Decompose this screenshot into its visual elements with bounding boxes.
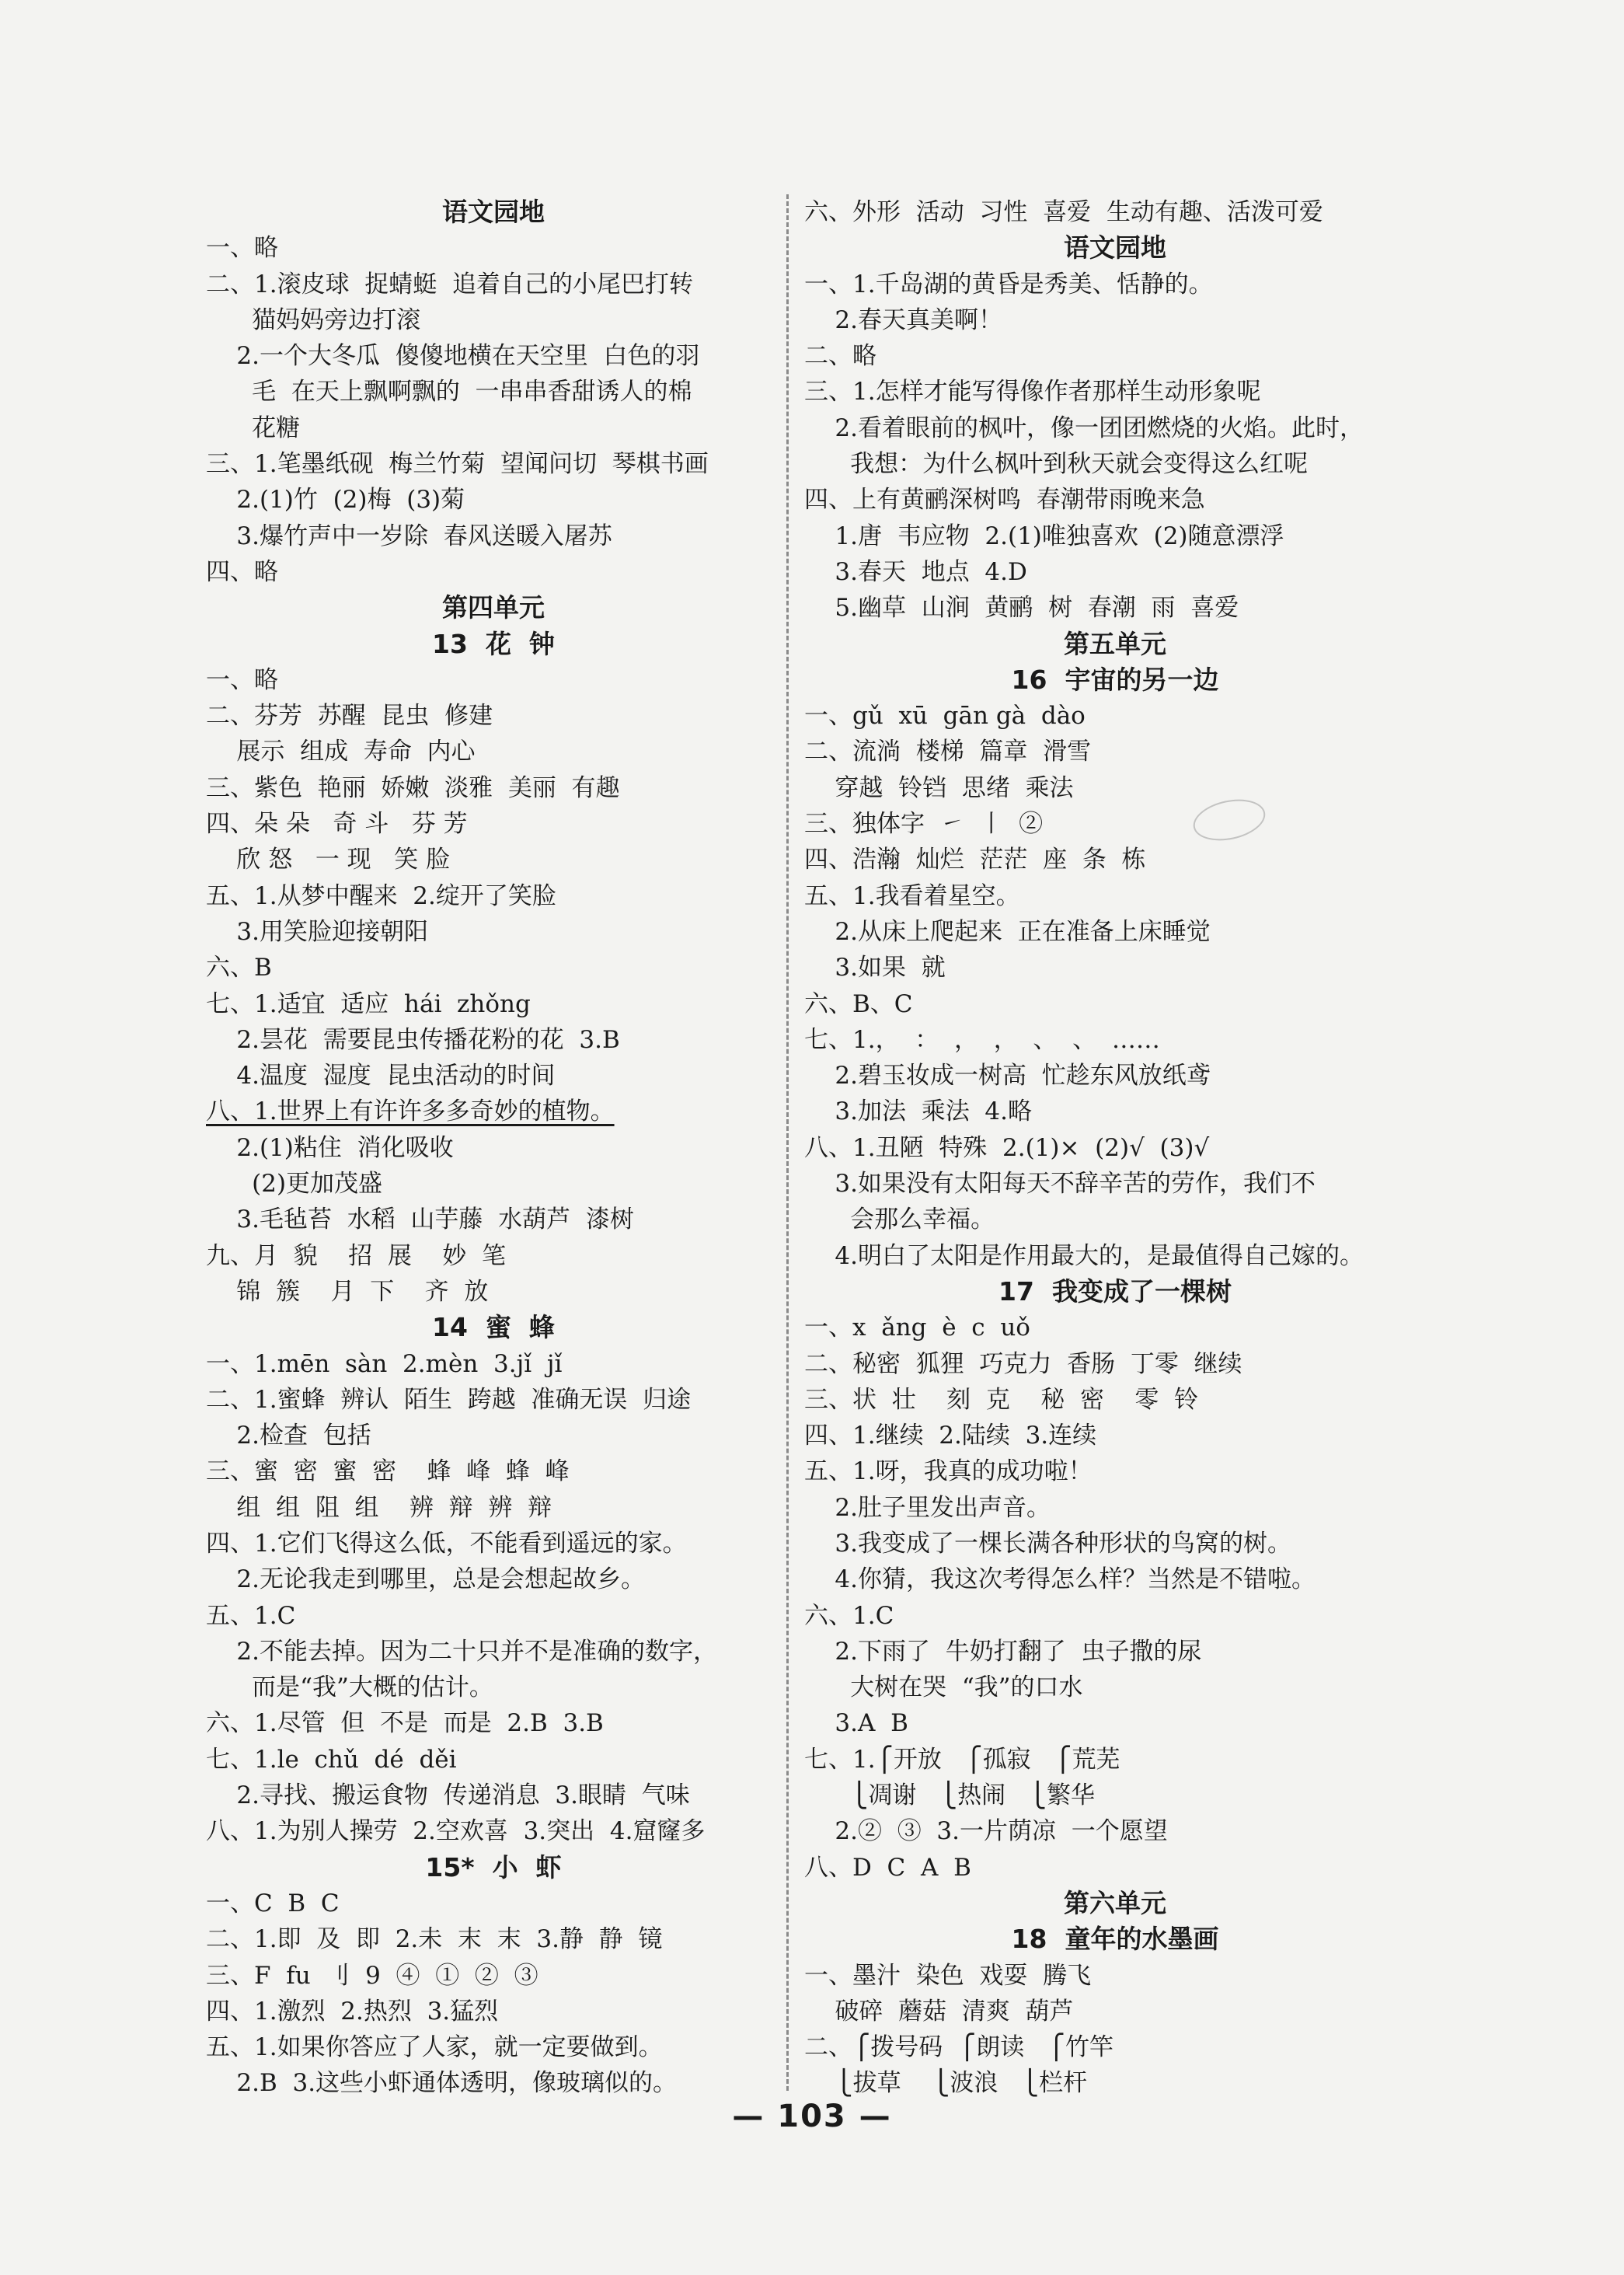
answer-line: 五、1.呀，我真的成功啦！ xyxy=(804,1457,1093,1486)
answer-line: 一、略 xyxy=(206,665,278,694)
answer-line: 3.如果没有太阳每天不辞辛苦的劳作，我们不 xyxy=(804,1170,1316,1199)
answer-line: 锦 簇 月 下 齐 放 xyxy=(206,1277,489,1306)
answer-line: 一、1.千岛湖的黄昏是秀美、恬静的。 xyxy=(804,270,1213,298)
answer-line: 2.昙花 需要昆虫传播花粉的花 3.B xyxy=(206,1025,620,1054)
section-heading: 16 宇宙的另一边 xyxy=(1011,664,1219,695)
answer-line: 组 组 阻 组 辨 辩 辨 辩 xyxy=(206,1493,552,1522)
answer-line: 四、1.激烈 2.热烈 3.猛烈 xyxy=(206,1997,499,2026)
answer-line: 八、1.丑陋 特殊 2.(1)× (2)√ (3)√ xyxy=(804,1133,1210,1162)
answer-line: 欣 怒 一 现 笑 脸 xyxy=(206,846,451,874)
answer-line: 七、1.适宜 适应 hái zhǒng xyxy=(206,989,531,1018)
answer-line: 2.春天真美啊！ xyxy=(804,305,1002,334)
answer-line: 四、1.它们飞得这么低，不能看到遥远的家。 xyxy=(206,1529,687,1558)
answer-line: 三、F fu 刂 9 ④ ① ② ③ xyxy=(206,1961,538,1990)
answer-line: 穿越 铃铛 思绪 乘法 xyxy=(804,773,1074,802)
answer-line: 五、1.如果你答应了人家，就一定要做到。 xyxy=(206,2033,663,2062)
answer-line: 花糖 xyxy=(206,413,301,442)
answer-line: 六、1.C xyxy=(804,1601,894,1630)
answer-line: 九、月 貌 招 展 妙 笔 xyxy=(206,1241,506,1270)
answer-line: 四、上有黄鹂深树鸣 春潮带雨晚来急 xyxy=(804,486,1205,515)
answer-line: 2.检查 包括 xyxy=(206,1422,371,1450)
answer-line: 3.我变成了一棵长满各种形状的鸟窝的树。 xyxy=(804,1529,1291,1558)
answer-line: 五、1.C xyxy=(206,1601,296,1630)
answer-line: 三、独体字 ㇀ 丨 ② xyxy=(804,810,1044,839)
left-column xyxy=(206,194,781,2102)
page-number: — 103 — xyxy=(732,2099,892,2134)
answer-line: 一、gǔ xū gān gà dào xyxy=(804,702,1086,731)
section-heading: 第五单元 xyxy=(1064,628,1166,659)
answer-line: 八、1.为别人操劳 2.空欢喜 3.突出 4.窟窿多 xyxy=(206,1817,706,1846)
answer-line: 二、1.滚皮球 捉蜻蜓 追着自己的小尾巴打转 xyxy=(206,270,693,298)
answer-line: 3.毛毡苔 水稻 山芋藤 水葫芦 漆树 xyxy=(206,1206,634,1234)
answer-line: 八、1.世界上有许许多多奇妙的植物。 xyxy=(206,1097,615,1126)
answer-line: 三、状 壮 刻 克 秘 密 零 铃 xyxy=(804,1385,1199,1414)
answer-line: ⎩凋谢 ⎩热闹 ⎩繁华 xyxy=(804,1781,1095,1810)
answer-line: 一、略 xyxy=(206,234,278,263)
answer-line: 二、芬芳 苏醒 昆虫 修建 xyxy=(206,702,493,731)
answer-line: 一、C B C xyxy=(206,1889,340,1917)
answer-line: 毛 在天上飘啊飘的 一串串香甜诱人的棉 xyxy=(206,378,692,406)
answer-line: 八、D C A B xyxy=(804,1853,971,1882)
section-heading: 13 花 钟 xyxy=(432,628,555,659)
answer-line: 2.B 3.这些小虾通体透明，像玻璃似的。 xyxy=(206,2069,678,2098)
answer-line: 2.肚子里发出声音。 xyxy=(804,1493,1051,1522)
answer-line: 4.明白了太阳是作用最大的，是最值得自己嫁的。 xyxy=(804,1241,1364,1270)
answer-line: 二、秘密 狐狸 巧克力 香肠 丁零 继续 xyxy=(804,1349,1242,1378)
answer-line: 2.下雨了 牛奶打翻了 虫子撒的尿 xyxy=(804,1637,1202,1666)
answer-line: 3.爆竹声中一岁除 春风送暖入屠苏 xyxy=(206,522,612,550)
section-heading: 第四单元 xyxy=(442,592,545,623)
answer-line: 展示 组成 寿命 内心 xyxy=(206,738,476,766)
answer-line: 四、略 xyxy=(206,557,278,586)
section-heading: 15* 小 虾 xyxy=(425,1851,562,1882)
answer-line: 一、1.mēn sàn 2.mèn 3.jǐ jǐ xyxy=(206,1349,563,1378)
answer-line: 三、蜜 密 蜜 密 蜂 峰 蜂 峰 xyxy=(206,1457,570,1486)
answer-line: 二、⎧拨号码 ⎧朗读 ⎧竹竿 xyxy=(804,2033,1114,2062)
answer-line: 四、1.继续 2.陆续 3.连续 xyxy=(804,1422,1097,1450)
answer-line: 2.② ③ 3.一片荫凉 一个愿望 xyxy=(804,1817,1168,1846)
answer-line: 二、流淌 楼梯 篇章 滑雪 xyxy=(804,738,1092,766)
answer-line: 2.看着眼前的枫叶，像一团团燃烧的火焰。此时， xyxy=(804,413,1364,442)
answer-line: 一、x ǎng è c uǒ xyxy=(804,1314,1030,1342)
answer-line: 2.一个大冬瓜 傻傻地横在天空里 白色的羽 xyxy=(206,342,700,371)
section-heading: 14 蜜 蜂 xyxy=(432,1312,555,1343)
answer-line: 二、1.即 及 即 2.未 末 末 3.静 静 镜 xyxy=(206,1925,663,1954)
answer-line: 大树在哭 “我”的口水 xyxy=(804,1673,1083,1702)
answer-line: (2)更加茂盛 xyxy=(206,1170,383,1199)
answer-line: 五、1.我看着星空。 xyxy=(804,881,1020,910)
answer-line: 六、B、C xyxy=(804,989,913,1018)
answer-line: 2.从床上爬起来 正在准备上床睡觉 xyxy=(804,917,1211,946)
answer-line: 4.温度 湿度 昆虫活动的时间 xyxy=(206,1062,556,1090)
answer-line: 2.(1)粘住 消化吸收 xyxy=(206,1133,454,1162)
answer-line: 一、墨汁 染色 戏耍 腾飞 xyxy=(804,1961,1092,1990)
section-heading: 语文园地 xyxy=(442,197,545,227)
answer-line: 2.碧玉妆成一树高 忙趁东风放纸鸢 xyxy=(804,1062,1211,1090)
answer-line: 二、略 xyxy=(804,342,876,371)
answer-line: 三、1.笔墨纸砚 梅兰竹菊 望闻问切 琴棋书画 xyxy=(206,450,709,479)
answer-line: 1.唐 韦应物 2.(1)唯独喜欢 (2)随意漂浮 xyxy=(804,522,1284,550)
answer-line: ⎩拔草 ⎩波浪 ⎩栏杆 xyxy=(804,2069,1088,2098)
answer-line: 六、外形 活动 习性 喜爱 生动有趣、活泼可爱 xyxy=(804,198,1323,226)
answer-line: 三、1.怎样才能写得像作者那样生动形象呢 xyxy=(804,378,1261,406)
answer-line: 二、1.蜜蜂 辨认 陌生 跨越 准确无误 归途 xyxy=(206,1385,692,1414)
answer-line: 七、1.⎧开放 ⎧孤寂 ⎧荒芜 xyxy=(804,1745,1120,1774)
right-column xyxy=(804,194,1426,2102)
section-heading: 18 童年的水墨画 xyxy=(1011,1924,1219,1955)
answer-line: 七、1.， ： ， ， 、 、 …… xyxy=(804,1025,1160,1054)
answer-line: 3.加法 乘法 4.略 xyxy=(804,1097,1032,1126)
answer-line: 2.不能去掉。因为二十只并不是准确的数字， xyxy=(206,1637,717,1666)
section-heading: 语文园地 xyxy=(1064,232,1166,263)
answer-line: 4.你猜，我这次考得怎么样？当然是不错啦。 xyxy=(804,1565,1316,1594)
answer-line: 5.幽草 山涧 黄鹂 树 春潮 雨 喜爱 xyxy=(804,594,1239,623)
answer-line: 七、1.le chǔ dé děi xyxy=(206,1745,457,1774)
section-heading: 17 我变成了一棵树 xyxy=(998,1275,1232,1307)
answer-line: 3.如果 就 xyxy=(804,954,946,982)
answer-line: 2.寻找、搬运食物 传递消息 3.眼睛 气味 xyxy=(206,1781,690,1810)
answer-line: 3.用笑脸迎接朝阳 xyxy=(206,917,428,946)
answer-line: 我想：为什么枫叶到秋天就会变得这么红呢 xyxy=(804,450,1309,479)
answer-line: 2.(1)竹 (2)梅 (3)菊 xyxy=(206,486,465,515)
answer-line: 六、1.尽管 但 不是 而是 2.B 3.B xyxy=(206,1709,604,1738)
answer-line: 而是“我”大概的估计。 xyxy=(206,1673,493,1702)
answer-line: 3.春天 地点 4.D xyxy=(804,557,1027,586)
column-divider xyxy=(786,194,789,2091)
answer-line: 会那么幸福。 xyxy=(804,1206,995,1234)
answer-line: 猫妈妈旁边打滚 xyxy=(206,305,421,334)
answer-line: 四、浩瀚 灿烂 茫茫 座 条 栋 xyxy=(804,846,1146,874)
answer-line: 3.A B xyxy=(804,1709,908,1738)
section-heading: 第六单元 xyxy=(1064,1887,1166,1918)
answer-line: 四、朵 朵 奇 斗 芬 芳 xyxy=(206,810,468,839)
answer-line: 六、B xyxy=(206,954,272,982)
answer-line: 破碎 蘑菇 清爽 葫芦 xyxy=(804,1997,1074,2026)
answer-line: 2.无论我走到哪里，总是会想起故乡。 xyxy=(206,1565,645,1594)
answer-line: 三、紫色 艳丽 娇嫩 淡雅 美丽 有趣 xyxy=(206,773,620,802)
answer-line: 五、1.从梦中醒来 2.绽开了笑脸 xyxy=(206,881,556,910)
